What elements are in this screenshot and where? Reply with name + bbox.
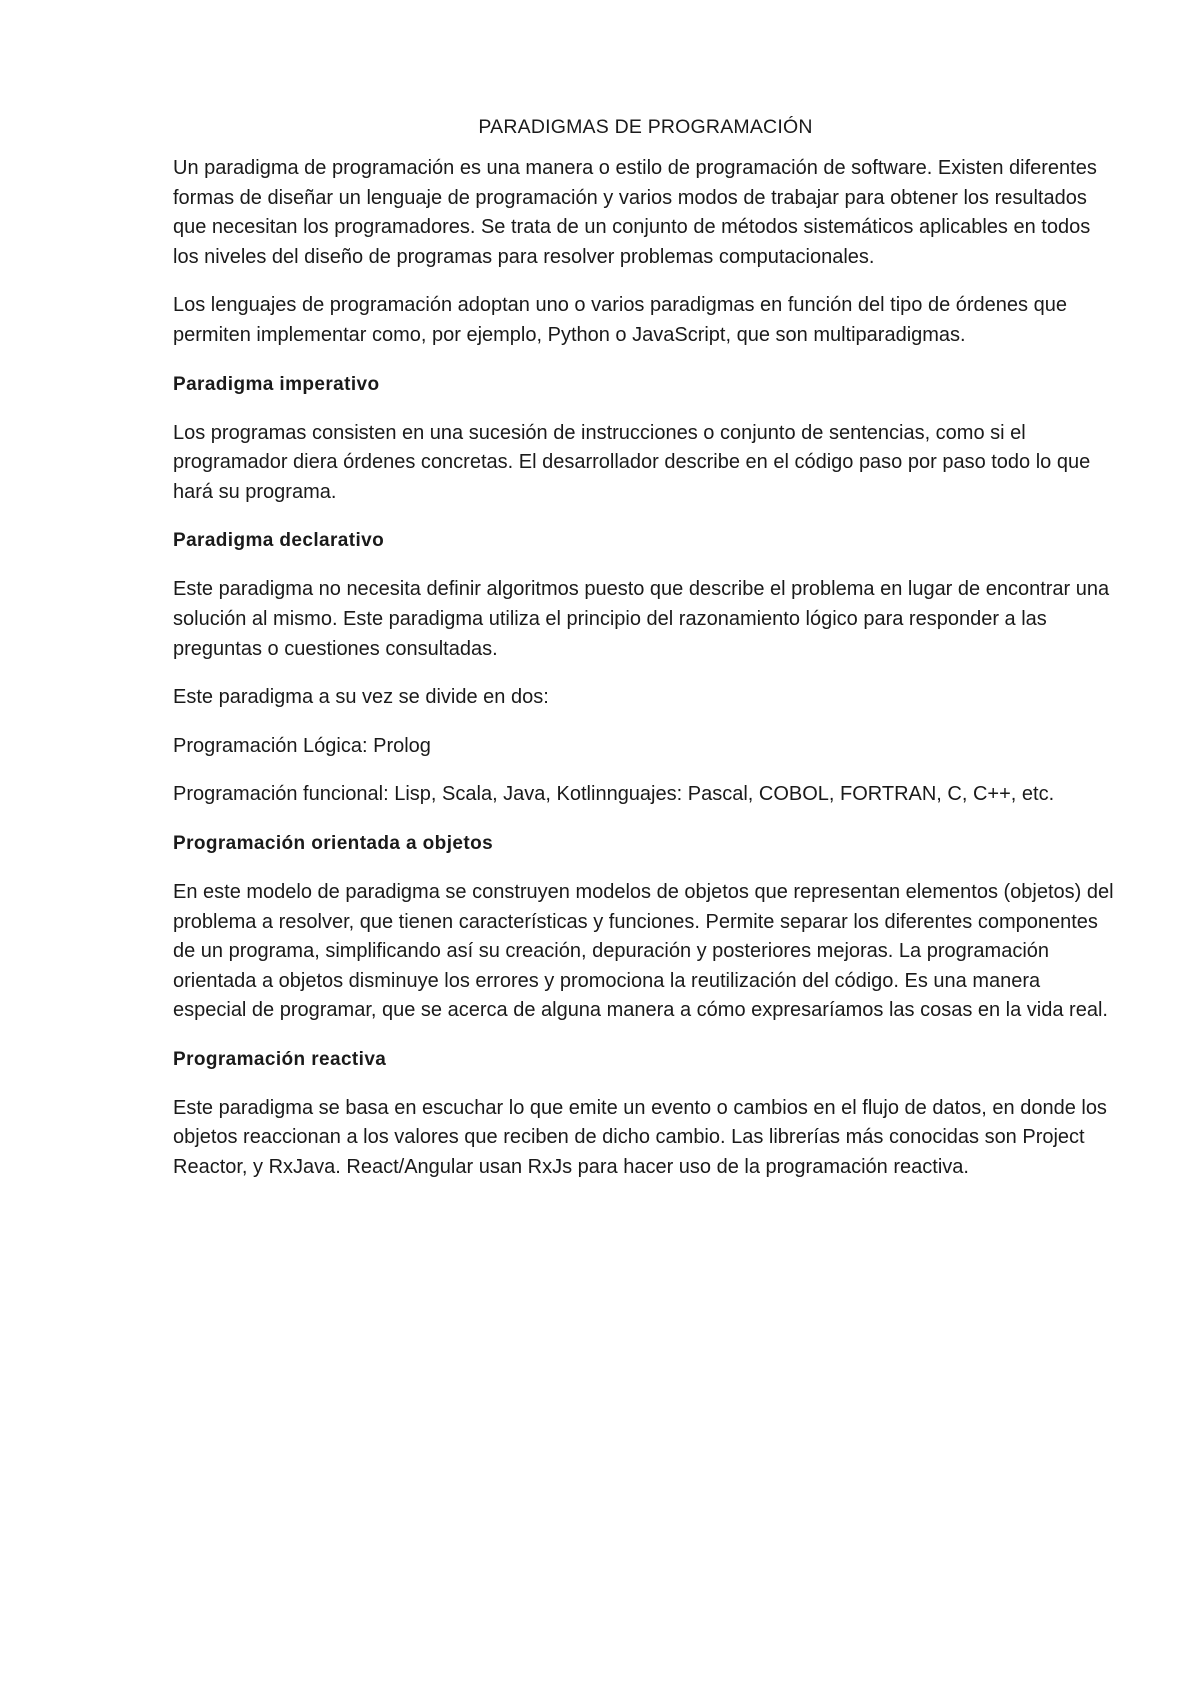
section-paragraph: Programación funcional: Lisp, Scala, Java, Kotlinnguajes: Pascal, COBOL, FORTRAN, C, C++, etc. xyxy=(173,783,1055,806)
section-heading: Paradigma imperativo xyxy=(173,373,380,395)
section-paragraph: Los programas consisten en una sucesión de instrucciones o conjunto de sentencias, como si el programador diera órdenes concretas. El desarrollador describe en el código paso por paso todo lo que hará su programa. xyxy=(173,421,1091,503)
section-reactiva xyxy=(173,1045,1118,1183)
section-orientada-objetos xyxy=(173,829,1118,1026)
section-declarativo xyxy=(173,526,1118,810)
section-heading: Programación reactiva xyxy=(173,1048,387,1070)
section-paragraph: Este paradigma no necesita definir algoritmos puesto que describe el problema en lugar de encontrar una solución al mismo. Este paradigma utiliza el principio del razonamiento lógico para responder a las preguntas o cuestiones consultadas. xyxy=(173,578,1110,660)
intro-paragraph: Los lenguajes de programación adoptan uno o varios paradigmas en función del tipo de órdenes que permiten implementar como, por ejemplo, Python o JavaScript, que son multiparadigmas. xyxy=(173,294,1067,346)
section-paragraph: En este modelo de paradigma se construyen modelos de objetos que representan elementos (objetos) del problema a resolver, que tienen características y funciones. Permite separar los diferentes componentes de un programa, simplificando así su creación, depuración y posteriores mejoras. La programación orientada a objetos disminuye los errores y promociona la reutilización del código. Es una manera especial de programar, que se acerca de alguna manera a cómo expresaríamos las cosas en la vida real. xyxy=(173,880,1114,1022)
section-heading: Paradigma declarativo xyxy=(173,530,385,552)
section-heading: Programación orientada a objetos xyxy=(173,832,494,854)
document-title: PARADIGMAS DE PROGRAMACIÓN xyxy=(478,116,813,138)
document-body xyxy=(173,112,1118,1202)
section-paragraph: Programación Lógica: Prolog xyxy=(173,734,431,757)
section-paragraph: Este paradigma a su vez se divide en dos: xyxy=(173,686,549,709)
section-imperativo xyxy=(173,370,1118,508)
section-paragraph: Este paradigma se basa en escuchar lo que emite un evento o cambios en el flujo de datos, en donde los objetos reaccionan a los valores que reciben de dicho cambio. Las librerías más conocidas son Project Reactor, y RxJava. React/Angular usan RxJs para hacer uso de la programación reactiva. xyxy=(173,1096,1107,1179)
intro-paragraph: Un paradigma de programación es una manera o estilo de programación de software. Existen diferentes formas de diseñar un lenguaje de programación y varios modos de trabajar para obtener los resultados que necesitan los programadores. Se trata de un conjunto de métodos sistemáticos aplicables en todos los niveles del diseño de programas para resolver problemas computacionales. xyxy=(173,157,1097,268)
